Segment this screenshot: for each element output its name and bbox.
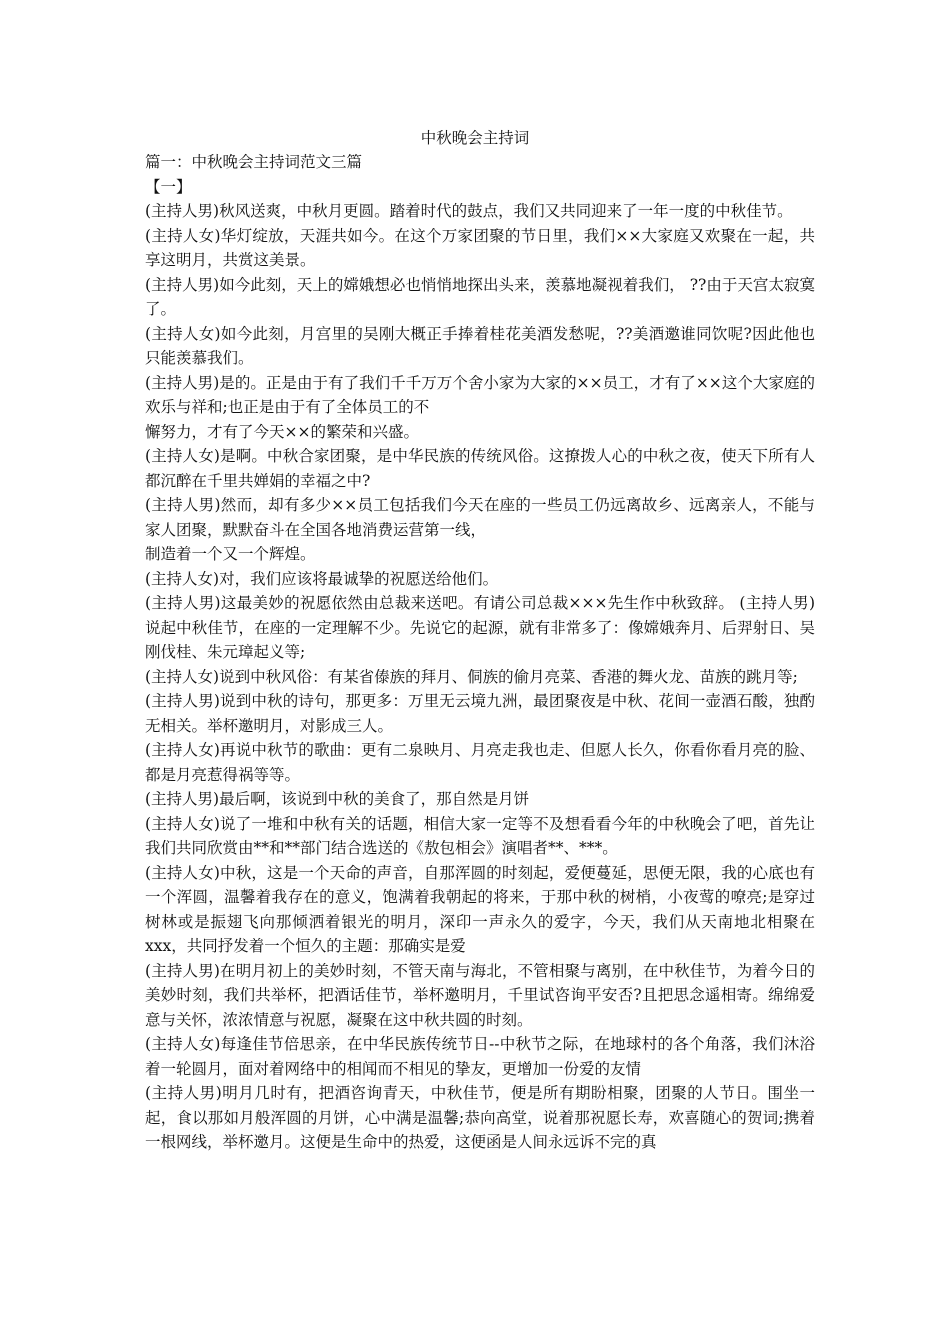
document-body — [145, 150, 815, 1155]
paragraph: (主持人女)华灯绽放，天涯共如今。在这个万家团聚的节日里，我们××大家庭又欢聚在一起，共享这明月，共赏这美景。 — [145, 226, 815, 269]
paragraph: (主持人男)说到中秋的诗句，那更多：万里无云境九洲，最团聚夜是中秋、花间一壶酒石酸，独酌无相关。举杯邀明月，对影成三人。 — [145, 692, 815, 735]
paragraph: (主持人男)如今此刻，天上的嫦娥想必也悄悄地探出头来，羡慕地凝视着我们， ??由于天宫太寂寞了。 — [145, 275, 815, 318]
paragraph: (主持人女)中秋，这是一个天命的声音，自那浑圆的时刻起，爱便蔓延，思便无限，我的心底也有一个浑圆，温馨着我存在的意义，饱满着我朝起的将来，于那中秋的树梢，小夜莺的嘹亮;是穿过树林或是振翅飞向那倾洒着银光的明月，深印一声永久的爱字，今天，我们从天南地北相聚在 xxx，共同抒发着一个恒久的主题：那确实是爱 — [145, 863, 815, 955]
paragraph: 制造着一个又一个辉煌。 — [145, 545, 316, 563]
paragraph: (主持人女)对，我们应该将最诚挚的祝愿送给他们。 — [145, 569, 499, 588]
paragraph: (主持人女)如今此刻，月宫里的吴刚大概正手捧着桂花美酒发愁呢，??美酒邀谁同饮呢?因此他也只能羡慕我们。 — [145, 324, 815, 367]
subsection-marker: 【一】 — [145, 177, 192, 196]
paragraph: (主持人男)秋风送爽，中秋月更圆。踏着时代的鼓点，我们又共同迎来了一年一度的中秋佳节。 — [145, 202, 793, 220]
paragraph: (主持人男)明月几时有，把酒咨询青天，中秋佳节，便是所有期盼相聚，团聚的人节日。围坐一起，食以那如月般浑圆的月饼，心中满是温馨;恭向高堂，说着那祝愿长寿，欢喜随心的贺词;携着一根网线，举杯邀月。这便是生命中的热爱，这便函是人间永远诉不完的真 — [145, 1084, 815, 1151]
paragraph: (主持人女)每逢佳节倍思亲，在中华民族传统节日--中秋节之际，在地球村的各个角落，我们沐浴着一轮圆月，面对着网络中的相闻而不相见的挚友，更增加一份爱的友情 — [145, 1035, 815, 1078]
paragraph: (主持人男)最后啊，该说到中秋的美食了，那自然是月饼 — [145, 790, 530, 808]
paragraph: (主持人男)这最美妙的祝愿依然由总裁来送吧。有请公司总裁×××先生作中秋致辞。 (主持人男)说起中秋佳节，在座的一定理解不少。先说它的起源，就有非常多了：像嫦娥奔月、后羿射日、吴刚伐桂、朱元璋起义等; — [145, 594, 815, 661]
section-heading: 篇一：中秋晚会主持词范文三篇 — [145, 153, 363, 171]
paragraph: (主持人男)在明月初上的美妙时刻，不管天南与海北，不管相聚与离别，在中秋佳节，为着今日的美妙时刻，我们共举杯，把酒话佳节，举杯邀明月，千里试咨询平安否?且把思念遥相寄。绵绵爱意与关怀，浓浓情意与祝愿，凝聚在这中秋共圆的时刻。 — [145, 961, 815, 1029]
paragraph: (主持人男)然而，却有多少××员工包括我们今天在座的一些员工仍远离故乡、远离亲人，不能与家人团聚，默默奋斗在全国各地消费运营第一线， — [145, 496, 815, 539]
paragraph: (主持人女)说到中秋风俗：有某省傣族的拜月、侗族的偷月亮菜、香港的舞火龙、苗族的跳月等; — [145, 667, 798, 686]
document-title: 中秋晚会主持词 — [420, 129, 530, 147]
paragraph: (主持人女)再说中秋节的歌曲：更有二泉映月、月亮走我也走、但愿人长久，你看你看月亮的脸、都是月亮惹得祸等等。 — [145, 741, 815, 784]
paragraph: (主持人女)是啊。中秋合家团聚，是中华民族的传统风俗。这撩拨人心的中秋之夜，使天下所有人都沉醉在千里共婵娟的幸福之中? — [145, 447, 815, 490]
paragraph: 懈努力，才有了今天××的繁荣和兴盛。 — [145, 422, 419, 441]
paragraph: (主持人男)是的。正是由于有了我们千千万万个舍小家为大家的××员工，才有了××这个大家庭的欢乐与祥和;也正是由于有了全体员工的不 — [145, 373, 815, 416]
paragraph: (主持人女)说了一堆和中秋有关的话题，相信大家一定等不及想看看今年的中秋晚会了吧，首先让我们共同欣赏由**和**部门结合选送的《敖包相会》演唱者**、***。 — [145, 814, 815, 857]
